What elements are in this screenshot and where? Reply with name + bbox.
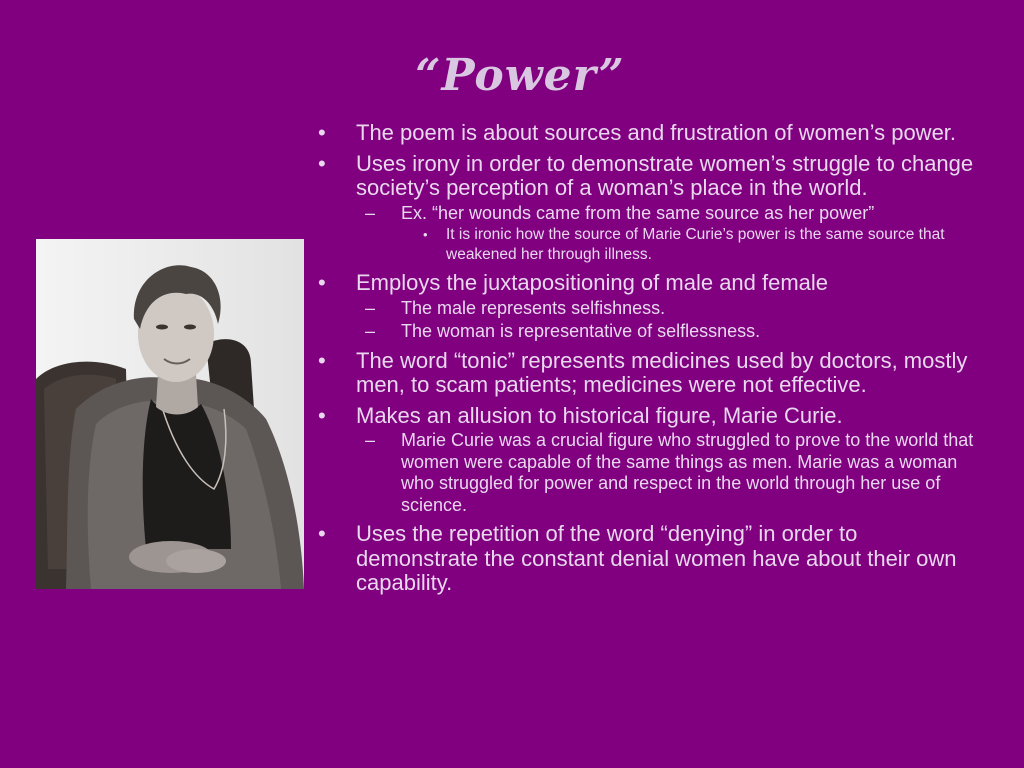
list-item xyxy=(315,321,975,343)
bullet-text: It is ironic how the source of Marie Curie’s power is the same source that weakened her through illness. xyxy=(446,226,945,263)
list-item xyxy=(315,271,975,296)
bullet-text: Makes an allusion to historical figure, Marie Curie. xyxy=(356,402,843,428)
bullet-text: The poem is about sources and frustration of women’s power. xyxy=(356,120,957,145)
bullet-marker: • xyxy=(423,227,428,242)
list-item xyxy=(315,349,975,398)
bullet-text: Uses the repetition of the word “denying” in order to demonstrate the constant denial women have about their own capability. xyxy=(356,521,957,595)
bullet-marker: • xyxy=(318,402,326,428)
bullet-text: The male represents selfishness. xyxy=(401,297,666,318)
dash-marker: – xyxy=(365,297,376,318)
portrait-photo xyxy=(36,239,304,589)
bullet-text: The woman is representative of selflessness. xyxy=(401,321,761,341)
bullet-text: Employs the juxtapositioning of male and female xyxy=(356,270,829,295)
list-item xyxy=(315,404,975,429)
dash-marker: – xyxy=(365,202,376,223)
list-item xyxy=(315,522,975,596)
list-item xyxy=(315,225,975,265)
list-item xyxy=(315,121,975,146)
bullet-text: The word “tonic” represents medicines used by doctors, mostly men, to scam patients; medicines were not effective. xyxy=(356,347,968,397)
bullet-text: Uses irony in order to demonstrate women’s struggle to change society’s perception of a woman’s place in the world. xyxy=(356,150,974,200)
bullet-marker: • xyxy=(318,347,326,373)
dash-marker: – xyxy=(365,321,376,341)
bullet-text: Marie Curie was a crucial figure who struggled to prove to the world that women were capable of the same things as men. Marie was a woman who struggled for power and respect in the world through her use of science. xyxy=(401,430,974,515)
bullet-marker: • xyxy=(318,270,326,295)
list-item xyxy=(315,203,975,225)
bullet-marker: • xyxy=(318,521,326,546)
list-item xyxy=(315,430,975,516)
slide-title: “Power” xyxy=(415,50,625,101)
bullet-marker: • xyxy=(318,120,326,145)
portrait-illustration xyxy=(36,239,304,589)
list-item xyxy=(315,298,975,320)
bullet-text: Ex. “her wounds came from the same source as her power” xyxy=(401,202,875,223)
list-item xyxy=(315,152,975,201)
bullet-marker: • xyxy=(318,150,326,176)
bullet-list xyxy=(315,115,975,596)
dash-marker: – xyxy=(365,430,376,450)
